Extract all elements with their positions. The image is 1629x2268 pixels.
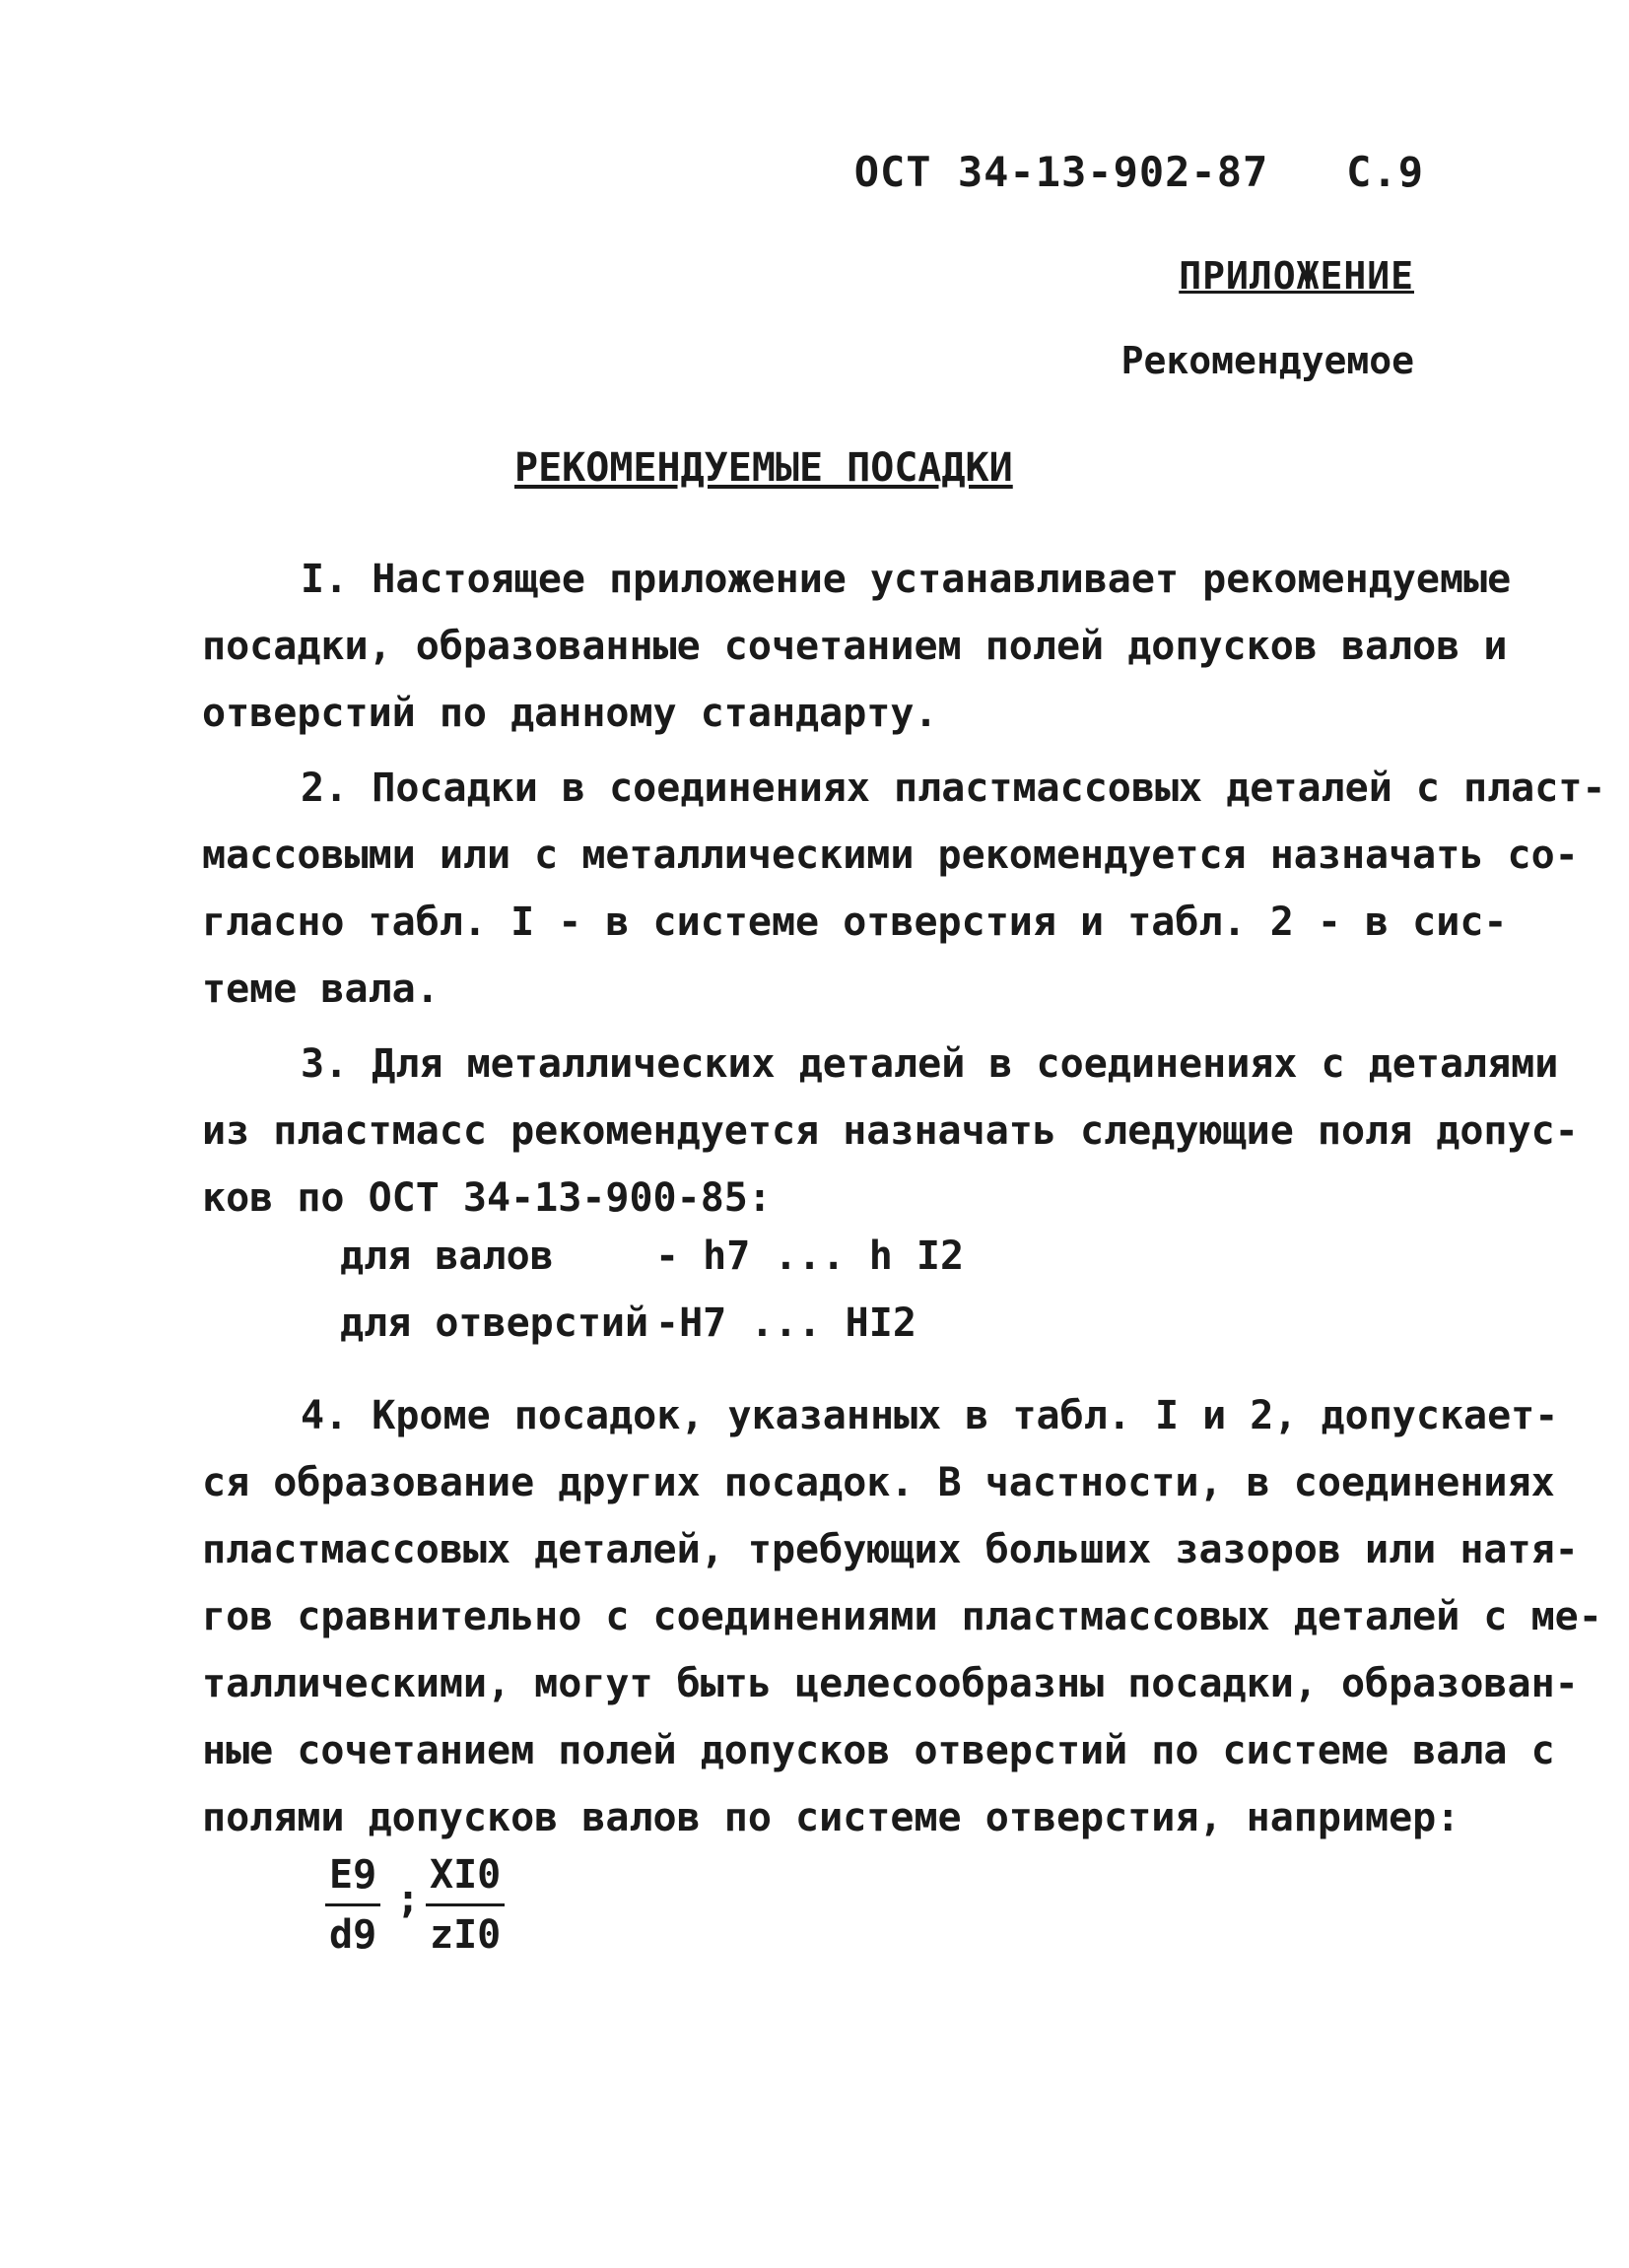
appendix-label: ПРИЛОЖЕНИЕ bbox=[1179, 254, 1414, 298]
document-code: ОСТ 34-13-902-87 bbox=[853, 148, 1269, 196]
appendix-status: Рекомендуемое bbox=[1120, 339, 1414, 382]
paragraph-2-line: массовыми или с металлическими рекомендуется назначать со- bbox=[202, 833, 1579, 878]
paragraph-4-line: пластмассовых деталей, требующих больших зазоров или натя- bbox=[202, 1527, 1579, 1572]
paragraph-4-line: ные сочетанием полей допусков отверстий по системе вала с bbox=[202, 1728, 1555, 1773]
paragraph-4-line: гов сравнительно с соединениями пластмассовых деталей с ме- bbox=[202, 1594, 1602, 1639]
page-title: РЕКОМЕНДУЕМЫЕ ПОСАДКИ bbox=[514, 445, 1013, 491]
fit-fraction-x10-z10 bbox=[426, 1852, 505, 1958]
fit-hole-tolerance: XI0 bbox=[426, 1852, 505, 1906]
paragraph-3-line: ков по ОСТ 34-13-900-85: bbox=[202, 1175, 772, 1221]
fit-separator: ; bbox=[396, 1877, 421, 1922]
fit-fraction-e9-d9 bbox=[325, 1852, 380, 1958]
paragraph-3-line: из пластмасс рекомендуется назначать следующие поля допус- bbox=[202, 1108, 1579, 1154]
tolerance-value-holes: -H7 ... HI2 bbox=[655, 1301, 916, 1346]
paragraph-4-line: 4. Кроме посадок, указанных в табл. I и 2, допускает- bbox=[301, 1393, 1559, 1438]
tolerance-value-shafts: - h7 ... h I2 bbox=[655, 1234, 965, 1279]
paragraph-4-line: ся образование других посадок. В частности, в соединениях bbox=[202, 1460, 1555, 1505]
fit-shaft-tolerance: d9 bbox=[329, 1912, 377, 1958]
paragraph-2-line: гласно табл. I - в системе отверстия и табл. 2 - в сис- bbox=[202, 900, 1508, 945]
paragraph-2-line: 2. Посадки в соединениях пластмассовых деталей с пласт- bbox=[301, 766, 1606, 811]
paragraph-4-line: таллическими, могут быть целесообразны посадки, образован- bbox=[202, 1661, 1579, 1706]
paragraph-4-line: полями допусков валов по системе отверстия, например: bbox=[202, 1795, 1460, 1840]
tolerance-label-holes: для отверстий bbox=[340, 1301, 649, 1346]
fit-hole-tolerance: E9 bbox=[325, 1852, 380, 1906]
fit-shaft-tolerance: zI0 bbox=[430, 1912, 502, 1958]
paragraph-2-line: теме вала. bbox=[202, 967, 440, 1012]
document-header bbox=[854, 148, 1424, 196]
tolerance-label-shafts: для валов bbox=[340, 1234, 554, 1279]
paragraph-1-line: посадки, образованные сочетанием полей допусков валов и bbox=[202, 624, 1508, 669]
paragraph-1-line: I. Настоящее приложение устанавливает рекомендуемые bbox=[301, 557, 1512, 602]
paragraph-3-line: 3. Для металлических деталей в соединениях с деталями bbox=[301, 1041, 1559, 1087]
paragraph-1-line: отверстий по данному стандарту. bbox=[202, 691, 938, 736]
page-reference: С.9 bbox=[1346, 148, 1424, 196]
